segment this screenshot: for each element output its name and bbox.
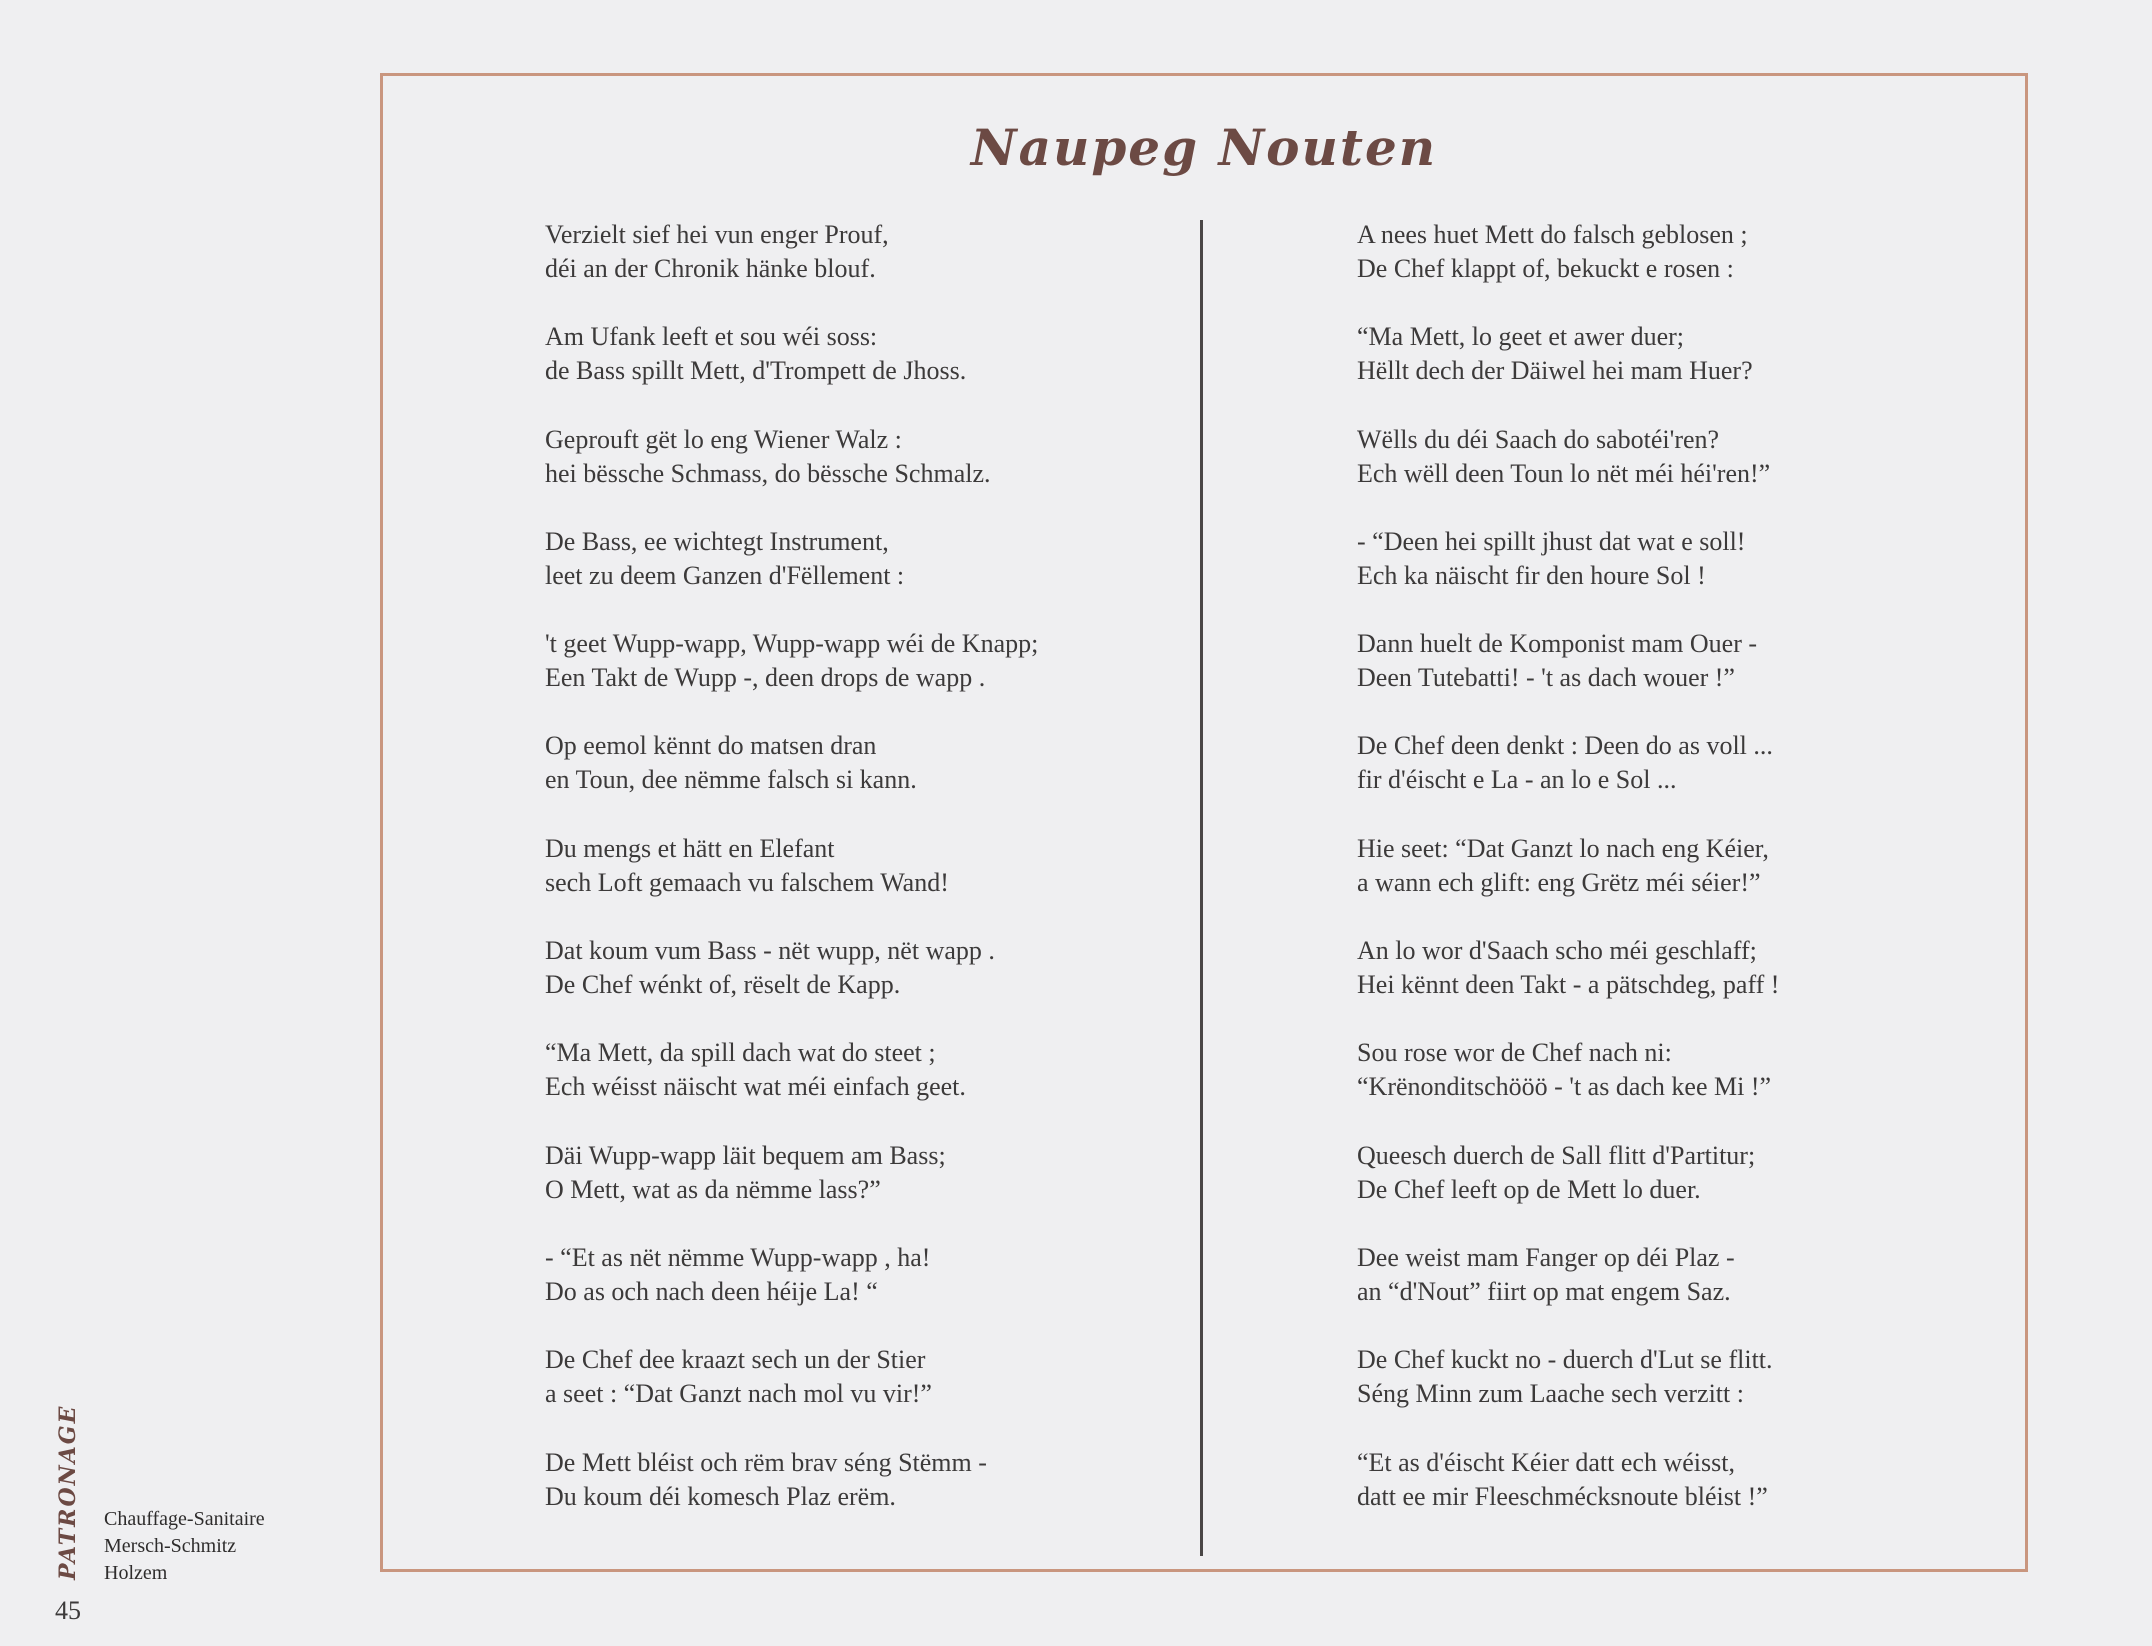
column-divider xyxy=(1200,220,1203,1556)
verse-line: déi an der Chronik hänke blouf. xyxy=(545,254,876,283)
verse-line: de Bass spillt Mett, d'Trompett de Jhoss. xyxy=(545,356,967,386)
sponsor-block xyxy=(104,1506,265,1587)
stanza xyxy=(545,1241,1038,1309)
verse-line: Een Takt de Wupp -, deen drops de wapp . xyxy=(545,663,986,693)
verse-line: Am Ufank leeft et sou wéi soss: xyxy=(545,322,878,352)
verse-line: fir d'éischt e La - an lo e Sol ... xyxy=(1357,765,1677,795)
stanza xyxy=(545,1139,1038,1207)
verse-line: Dann huelt de Komponist mam Ouer - xyxy=(1357,629,1758,659)
verse-line: Verzielt sief hei vun enger Prouf, xyxy=(545,220,889,249)
sponsor-line: Chauffage-Sanitaire xyxy=(104,1508,265,1530)
verse-line: “Ma Mett, da spill dach wat do steet ; xyxy=(545,1038,936,1068)
stanza xyxy=(545,627,1038,695)
verse-line: Wëlls du déi Saach do sabotéi'ren? xyxy=(1357,424,1720,454)
verse-line: Ech wëll deen Toun lo nët méi héi'ren!” xyxy=(1357,458,1771,488)
sponsor-line: Holzem xyxy=(104,1562,168,1584)
verse-line: hei bëssche Schmass, do bëssche Schmalz. xyxy=(545,458,991,488)
stanza xyxy=(545,1036,1038,1104)
verse-line: Däi Wupp-wapp läit bequem am Bass; xyxy=(545,1140,946,1170)
stanza xyxy=(1357,218,1779,286)
verse-line: Ech wéisst näischt wat méi einfach geet. xyxy=(545,1072,966,1102)
verse-line: Dat koum vum Bass - nët wupp, nët wapp . xyxy=(545,936,995,966)
stanza xyxy=(545,423,1038,491)
stanza xyxy=(1357,627,1779,695)
verse-line: De Mett bléist och rëm brav séng Stëmm - xyxy=(545,1447,987,1477)
verse-line: De Chef kuckt no - duerch d'Lut se flitt. xyxy=(1357,1345,1773,1375)
stanza xyxy=(1357,525,1779,593)
verse-line: Geprouft gët lo eng Wiener Walz : xyxy=(545,424,902,454)
verse-line: Queesch duerch de Sall flitt d'Partitur; xyxy=(1357,1140,1756,1170)
verse-line: Hei kënnt deen Takt - a pätschdeg, paff ! xyxy=(1357,970,1780,1000)
patronage-label: PATRONAGE xyxy=(55,1404,81,1580)
stanza xyxy=(545,832,1038,900)
verse-line: 't geet Wupp-wapp, Wupp-wapp wéi de Knapp; xyxy=(545,629,1039,659)
stanza xyxy=(1357,423,1779,491)
verse-line: De Chef deen denkt : Deen do as voll ... xyxy=(1357,731,1773,761)
verse-line: De Chef dee kraazt sech un der Stier xyxy=(545,1345,926,1375)
verse-line: An lo wor d'Saach scho méi geschlaff; xyxy=(1357,936,1757,966)
verse-line: - “Et as nët nëmme Wupp-wapp , ha! xyxy=(545,1242,931,1272)
poem-title: Naupeg Nouten xyxy=(970,118,1438,177)
verse-line: Op eemol kënnt do matsen dran xyxy=(545,731,877,761)
stanza xyxy=(1357,1241,1779,1309)
verse-line: Sou rose wor de Chef nach ni: xyxy=(1357,1038,1672,1068)
sponsor-line: Mersch-Schmitz xyxy=(104,1535,237,1557)
stanza xyxy=(1357,1446,1779,1514)
verse-line: Deen Tutebatti! - 't as dach wouer !” xyxy=(1357,663,1735,693)
stanza xyxy=(1357,1036,1779,1104)
stanza xyxy=(1357,934,1779,1002)
stanza xyxy=(545,1343,1038,1411)
verse-line: - “Deen hei spillt jhust dat wat e soll! xyxy=(1357,526,1746,556)
verse-line: a wann ech glift: eng Grëtz méi séier!” xyxy=(1357,867,1761,897)
verse-line: Hëllt dech der Däiwel hei mam Huer? xyxy=(1357,356,1753,386)
stanza xyxy=(545,1446,1038,1514)
verse-line: leet zu deem Ganzen d'Fëllement : xyxy=(545,560,905,590)
verse-line: De Chef leeft op de Mett lo duer. xyxy=(1357,1174,1701,1204)
stanza xyxy=(545,320,1038,388)
verse-line: datt ee mir Fleeschmécksnoute bléist !” xyxy=(1357,1481,1768,1511)
verse-line: De Chef klappt of, bekuckt e rosen : xyxy=(1357,254,1734,283)
stanza xyxy=(545,729,1038,797)
verse-line: “Ma Mett, lo geet et awer duer; xyxy=(1357,322,1685,352)
verse-line: Séng Minn zum Laache sech verzitt : xyxy=(1357,1379,1744,1409)
verse-line: Ech ka näischt fir den houre Sol ! xyxy=(1357,560,1706,590)
verse-line: Du koum déi komesch Plaz erëm. xyxy=(545,1481,896,1511)
verse-line: “Krënonditschööö - 't as dach kee Mi !” xyxy=(1357,1072,1772,1102)
verse-line: De Bass, ee wichtegt Instrument, xyxy=(545,526,889,556)
left-column xyxy=(545,218,1038,1548)
stanza xyxy=(545,934,1038,1002)
verse-line: a seet : “Dat Ganzt nach mol vu vir!” xyxy=(545,1379,932,1409)
page-number: 45 xyxy=(55,1596,81,1625)
verse-line: Dee weist mam Fanger op déi Plaz - xyxy=(1357,1242,1735,1272)
verse-line: Do as och nach deen héije La! “ xyxy=(545,1276,878,1306)
verse-line: Du mengs et hätt en Elefant xyxy=(545,833,835,863)
verse-line: an “d'Nout” fiirt op mat engem Saz. xyxy=(1357,1276,1731,1306)
stanza xyxy=(1357,729,1779,797)
verse-line: en Toun, dee nëmme falsch si kann. xyxy=(545,765,917,795)
verse-line: “Et as d'éischt Kéier datt ech wéisst, xyxy=(1357,1447,1735,1477)
verse-line: Hie seet: “Dat Ganzt lo nach eng Kéier, xyxy=(1357,833,1769,863)
verse-line: sech Loft gemaach vu falschem Wand! xyxy=(545,867,949,897)
stanza xyxy=(545,525,1038,593)
verse-line: A nees huet Mett do falsch geblosen ; xyxy=(1357,220,1748,249)
stanza xyxy=(545,218,1038,286)
stanza xyxy=(1357,1139,1779,1207)
verse-line: De Chef wénkt of, rëselt de Kapp. xyxy=(545,970,901,1000)
stanza xyxy=(1357,1343,1779,1411)
right-column xyxy=(1357,218,1779,1548)
verse-line: O Mett, wat as da nëmme lass?” xyxy=(545,1174,881,1204)
stanza xyxy=(1357,320,1779,388)
stanza xyxy=(1357,832,1779,900)
